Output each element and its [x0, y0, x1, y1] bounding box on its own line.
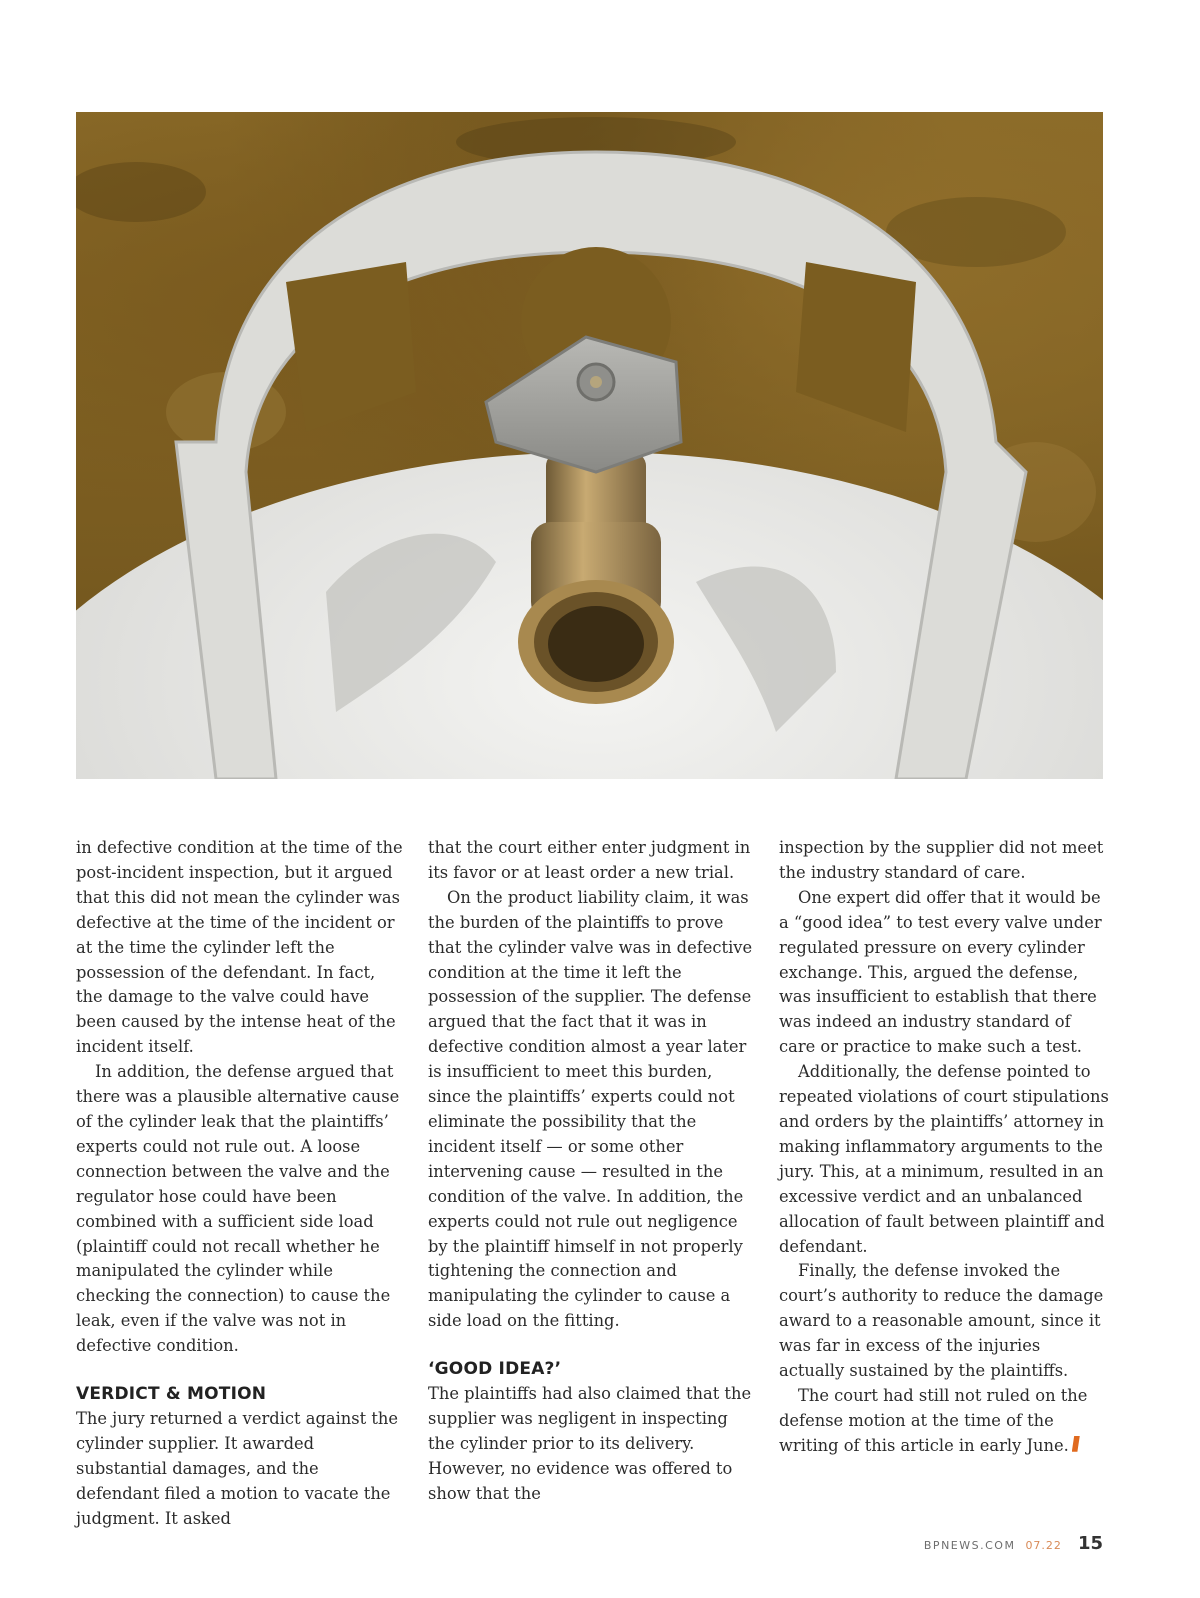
paragraph: On the product liability claim, it was the burden of the plaintiffs to prove that the cylinder valve was in defective condition at the time it left the possession of the supplier. The defense argued that the fact that it was in defective condition almost a year later is insufficient to meet this burden, since the plaintiffs’ experts could not eliminate the possibility that the incident itself — or some other intervening cause — resulted in the condition of the valve. In addition, the experts could not rule out negligence by the plaintiff himself in not properly tightening the connection and manipulating the cylinder to cause a side load on the fitting.: [428, 887, 753, 1331]
page-folio: [924, 1533, 1103, 1554]
website-url: BPNEWS.COM: [923, 1539, 1016, 1552]
paragraph: inspection by the supplier did not meet the industry standard of care.: [779, 838, 1104, 882]
paragraph: The jury returned a verdict against the cylinder supplier. It awarded substantial damages, and the defendant filed a motion to vacate the judgment. It asked: [76, 1409, 399, 1528]
section-heading-good-idea: ‘GOOD IDEA?’: [428, 1359, 562, 1380]
article-column-2: [428, 836, 758, 1507]
article-column-3: [779, 836, 1109, 1459]
closing-text: The court had still not ruled on the defense motion at the time of the writing of this article in early June.: [779, 1385, 1088, 1455]
paragraph: in defective condition at the time of the post-incident inspection, but it argued that this did not mean the cylinder was defective at the time of the incident or at the time the cylinder left the possession of the defendant. In fact, the damage to the valve could have been caused by the intense heat of the incident itself.: [76, 838, 403, 1057]
page-number: 15: [1077, 1533, 1103, 1554]
paragraph: In addition, the defense argued that there was a plausible alternative cause of the cylinder leak that the plaintiffs’ experts could not rule out. A loose connection between the valve and the regulator hose could have been combined with a sufficient side load (plaintiff could not recall whether he manipulated the cylinder while checking the connection) to cause the leak, even if the valve was not in defective condition.: [76, 1062, 400, 1356]
issue-date: 07.22: [1025, 1539, 1062, 1552]
paragraph: The plaintiffs had also claimed that the supplier was negligent in inspecting the cylinder prior to its delivery. However, no evidence was offered to show that the: [428, 1384, 752, 1503]
propane-cylinder-photo: [76, 112, 1103, 779]
paragraph: Additionally, the defense pointed to repeated violations of court stipulations and orders by the plaintiffs’ attorney in making inflammatory arguments to the jury. This, at a minimum, resulted in an excessive verdict and an unbalanced allocation of fault between plaintiff and defendant.: [779, 1062, 1109, 1256]
propane-cylinder-valve-photo-icon: [76, 112, 1103, 779]
section-heading-verdict-motion: VERDICT & MOTION: [76, 1384, 267, 1405]
paragraph: that the court either enter judgment in its favor or at least order a new trial.: [428, 838, 751, 882]
paragraph: Finally, the defense invoked the court’s authority to reduce the damage award to a reasonable amount, since it was far in excess of the injuries actually sustained by the plaintiffs.: [779, 1261, 1104, 1381]
article-column-1: [76, 836, 406, 1532]
closing-paragraph: [779, 1384, 1109, 1459]
paragraph: One expert did offer that it would be a “good idea” to test every valve under regulated pressure on every cylinder exchange. This, argued the defense, was insufficient to establish that there was indeed an industry standard of care or practice to make such a test.: [779, 887, 1102, 1057]
end-mark-icon: [1072, 1436, 1080, 1452]
